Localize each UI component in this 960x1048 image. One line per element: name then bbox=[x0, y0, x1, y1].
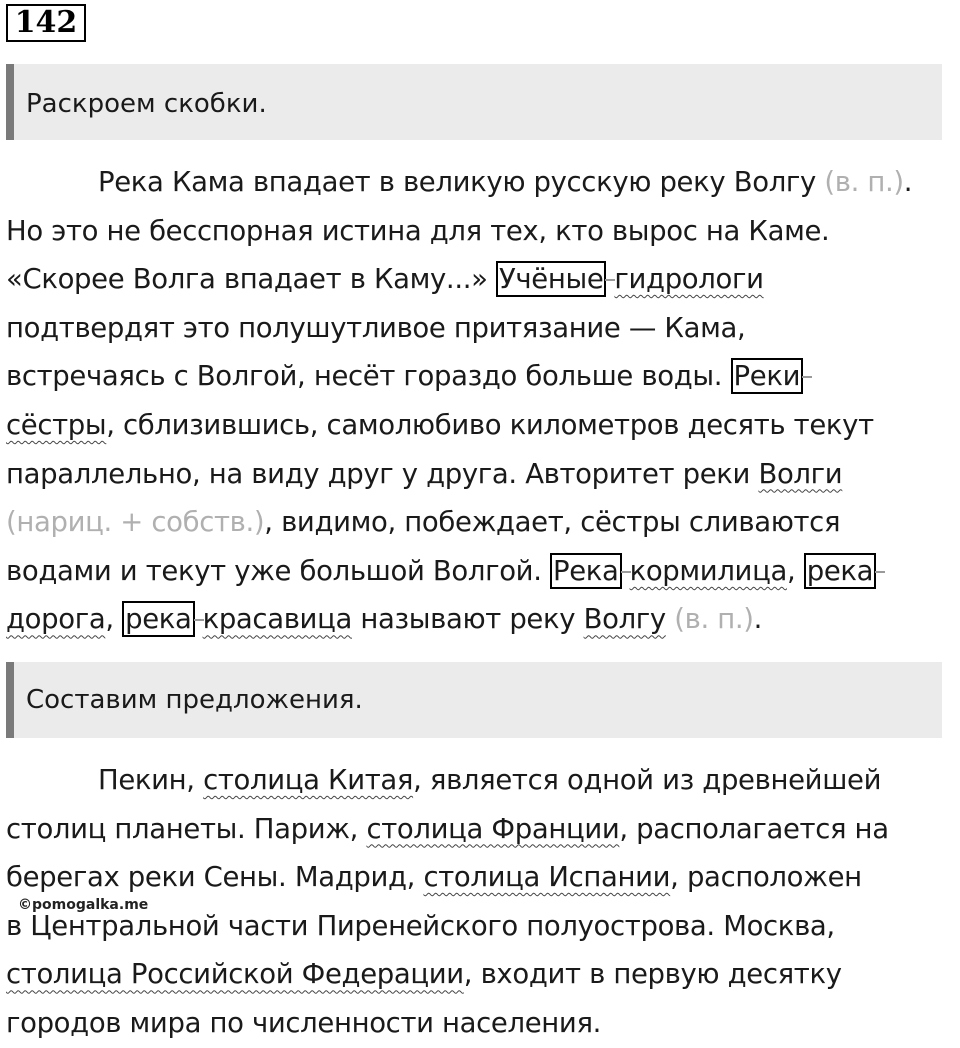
boxed-word: Учёные bbox=[496, 261, 606, 297]
text-fragment: , сблизившись, самолюбиво километров десять текут bbox=[106, 408, 874, 441]
section-heading-open-brackets: Раскроем скобки. bbox=[6, 64, 942, 140]
text-line bbox=[6, 255, 948, 304]
boxed-word: река bbox=[122, 601, 194, 637]
grammar-note: (в. п.) bbox=[824, 166, 904, 198]
text-fragment: , расположен bbox=[670, 861, 862, 894]
text-fragment: , видимо, побеждает, сёстры сливаются bbox=[264, 506, 841, 539]
text-fragment: Пекин, bbox=[98, 764, 204, 796]
text-line bbox=[6, 805, 948, 854]
text-fragment: «Скорее Волга впадает в Каму...» bbox=[6, 263, 496, 296]
text-fragment: , входит в первую десятку bbox=[463, 958, 842, 991]
boxed-word: Река bbox=[550, 553, 622, 589]
text-fragment: , bbox=[105, 603, 123, 636]
wavy-underlined-word: красавица bbox=[202, 603, 352, 636]
text-fragment: Река Кама впадает в великую русскую реку Волгу bbox=[98, 166, 825, 198]
text-line bbox=[6, 352, 948, 401]
exercise-number: 142 bbox=[6, 4, 86, 42]
wavy-underlined-phrase: столица Франции bbox=[366, 812, 620, 845]
text-fragment: параллельно, на виду друг у друга. Авторитет реки bbox=[6, 457, 759, 490]
text-line bbox=[6, 950, 948, 999]
wavy-underlined-word: гидрологи bbox=[614, 263, 764, 296]
text-fragment: Но это не бесспорная истина для тех, кто вырос на Каме. bbox=[6, 214, 830, 247]
text-fragment: столиц планеты. Париж, bbox=[6, 812, 367, 845]
text-line bbox=[6, 304, 948, 353]
text-line bbox=[6, 595, 948, 644]
section-heading-make-sentences: Составим предложения. bbox=[6, 662, 942, 738]
text-line bbox=[6, 401, 948, 450]
wavy-underlined-word: кормилица bbox=[629, 554, 787, 587]
text-line bbox=[6, 853, 948, 902]
text-fragment: водами и текут уже большой Волгой. bbox=[6, 554, 550, 587]
text-line bbox=[6, 450, 948, 499]
text-line bbox=[6, 547, 948, 596]
text-fragment bbox=[666, 603, 674, 635]
text-fragment: подтвердят это полушутливое притязание — Кама, bbox=[6, 311, 746, 344]
text-line bbox=[6, 158, 948, 207]
text-fragment: , bbox=[786, 554, 804, 587]
paragraph-kama-volga bbox=[6, 158, 948, 644]
text-line bbox=[6, 207, 948, 256]
wavy-underlined-phrase: столица Российской Федерации bbox=[6, 958, 464, 991]
wavy-underlined-word: дорога bbox=[6, 603, 106, 636]
grammar-note: (нариц. + собств.) bbox=[6, 506, 265, 539]
boxed-word: река bbox=[804, 553, 876, 589]
grammar-note: (в. п.) bbox=[674, 603, 754, 636]
wavy-underlined-word: Волги bbox=[758, 457, 843, 490]
text-line bbox=[6, 756, 948, 805]
wavy-underlined-phrase: столица Китая bbox=[203, 764, 414, 796]
wavy-underlined-word: сёстры bbox=[6, 408, 107, 441]
boxed-word: Реки bbox=[731, 358, 804, 394]
wavy-underlined-word: Волгу bbox=[583, 603, 666, 636]
text-fragment: , является одной из древнейшей bbox=[413, 764, 882, 796]
text-fragment: в Центральной части Пиренейского полуострова. Москва, bbox=[6, 909, 835, 942]
text-fragment: называют реку bbox=[351, 603, 584, 636]
text-fragment: берегах реки Сены. Мадрид, bbox=[6, 861, 424, 894]
text-line bbox=[6, 498, 948, 547]
text-fragment: городов мира по численности населения. bbox=[6, 1006, 602, 1039]
text-fragment: . bbox=[753, 603, 763, 636]
hyphen-mark bbox=[875, 571, 885, 573]
text-fragment: , располагается на bbox=[619, 812, 889, 845]
hyphen-mark bbox=[802, 376, 812, 378]
text-fragment: . bbox=[903, 166, 913, 198]
wavy-underlined-phrase: столица Испании bbox=[423, 861, 671, 894]
text-line bbox=[6, 999, 948, 1048]
watermark: ©pomogalka.me bbox=[18, 897, 149, 913]
text-fragment: встречаясь с Волгой, несёт гораздо больше воды. bbox=[6, 360, 731, 393]
